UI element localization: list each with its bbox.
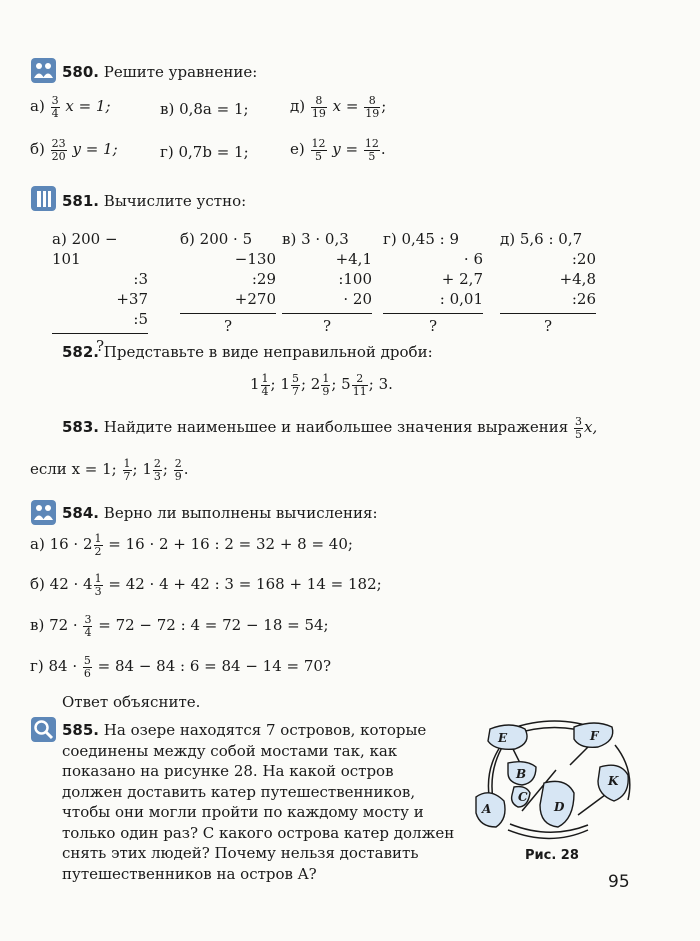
pair-work-icon xyxy=(31,500,56,525)
eq-580-b: б) $\frac{23}{20}$ y = 1; xyxy=(30,137,118,163)
page-number: 95 xyxy=(608,872,630,892)
chain-581-d: д) 5,6 : 0,7 :20 +4,8 :26 ? xyxy=(500,230,596,335)
oral-work-icon xyxy=(31,186,56,211)
problem-581-heading: 581. Вычислите устно: xyxy=(62,192,247,210)
eq-580-d: д) $\frac{8}{19}$ x = $\frac{8}{19}$ ; xyxy=(290,94,387,120)
problem-584-heading: 584. Верно ли выполнены вычисления: xyxy=(62,504,378,522)
chain-581-g: г) 0,45 : 9 · 6 + 2,7 : 0,01 ? xyxy=(383,230,483,335)
calc-584-v: в) 72 · $\frac{3}{4}$ = 72 − 72 : 4 = 72 − 18 = 54; xyxy=(30,613,329,639)
calc-584-g: г) 84 · $\frac{5}{6}$ = 84 − 84 : 6 = 84 − 14 = 70? xyxy=(30,654,332,680)
eq-580-g: г) 0,7b = 1; xyxy=(160,143,249,161)
problem-582-heading: 582. Представьте в виде неправильной дроби: xyxy=(62,343,433,361)
problem-583-line2: если x = 1; $\frac{1}{7}$ ; 1 $\frac{2}{3}$ ; $\frac{2}{9}$ . xyxy=(30,457,189,483)
island-c: C xyxy=(518,790,528,804)
problem-583-line1: 583. Найдите наименьшее и наибольшее значения выражения $\frac{3}{5}$ x, xyxy=(62,415,598,441)
explain-answer: Ответ объясните. xyxy=(62,693,201,711)
chain-581-a: а) 200 − 101 :3 +37 :5 ? xyxy=(52,230,148,355)
island-e: E xyxy=(498,731,508,745)
eq-580-v: в) 0,8a = 1; xyxy=(160,100,249,118)
pair-work-icon xyxy=(31,58,56,83)
figure-caption: Рис. 28 xyxy=(525,848,579,863)
problem-title: Решите уравнение: xyxy=(103,63,258,81)
eq-580-e: е) $\frac{12}{5}$ y = $\frac{12}{5}$ . xyxy=(290,137,386,163)
magnifier-icon xyxy=(31,717,56,742)
eq-580-a: а) $\frac{3}{4}$ x = 1; xyxy=(30,94,111,120)
island-d: D xyxy=(554,800,565,814)
problem-580-heading xyxy=(62,63,257,81)
mixed-numbers-582: 1 $\frac{1}{4}$ ; 1 $\frac{5}{7}$ ; 2 $\frac{1}{9}$ ; 5 $\frac{2}{11}$ ; 3. xyxy=(250,372,393,398)
calc-584-b: б) 42 · 4 $\frac{1}{3}$ = 42 · 4 + 42 : 3 = 168 + 14 = 182; xyxy=(30,572,382,598)
problem-585-text: 585. На озере находятся 7 островов, которые соединены между собой мостами так, как показано на рисунке 28. На какой остров должен доставить катер путешественников, чтобы они могли пройти по каждому мосту и только один раз? С какого острова катер должен снять этих людей? Почему нельзя доставить путешественников на остров A? xyxy=(62,721,455,883)
islands-figure xyxy=(470,715,640,845)
calc-584-a: а) 16 · 2 $\frac{1}{2}$ = 16 · 2 + 16 : 2 = 32 + 8 = 40; xyxy=(30,532,353,558)
chain-581-b: б) 200 · 5 −130 :29 +270 ? xyxy=(180,230,276,335)
island-a: A xyxy=(482,802,492,816)
island-b: B xyxy=(516,767,527,781)
island-k: K xyxy=(608,774,619,788)
chain-581-v: в) 3 · 0,3 +4,1 :100 · 20 ? xyxy=(282,230,372,335)
problem-number: 580. xyxy=(62,63,100,81)
island-f: F xyxy=(590,729,599,743)
